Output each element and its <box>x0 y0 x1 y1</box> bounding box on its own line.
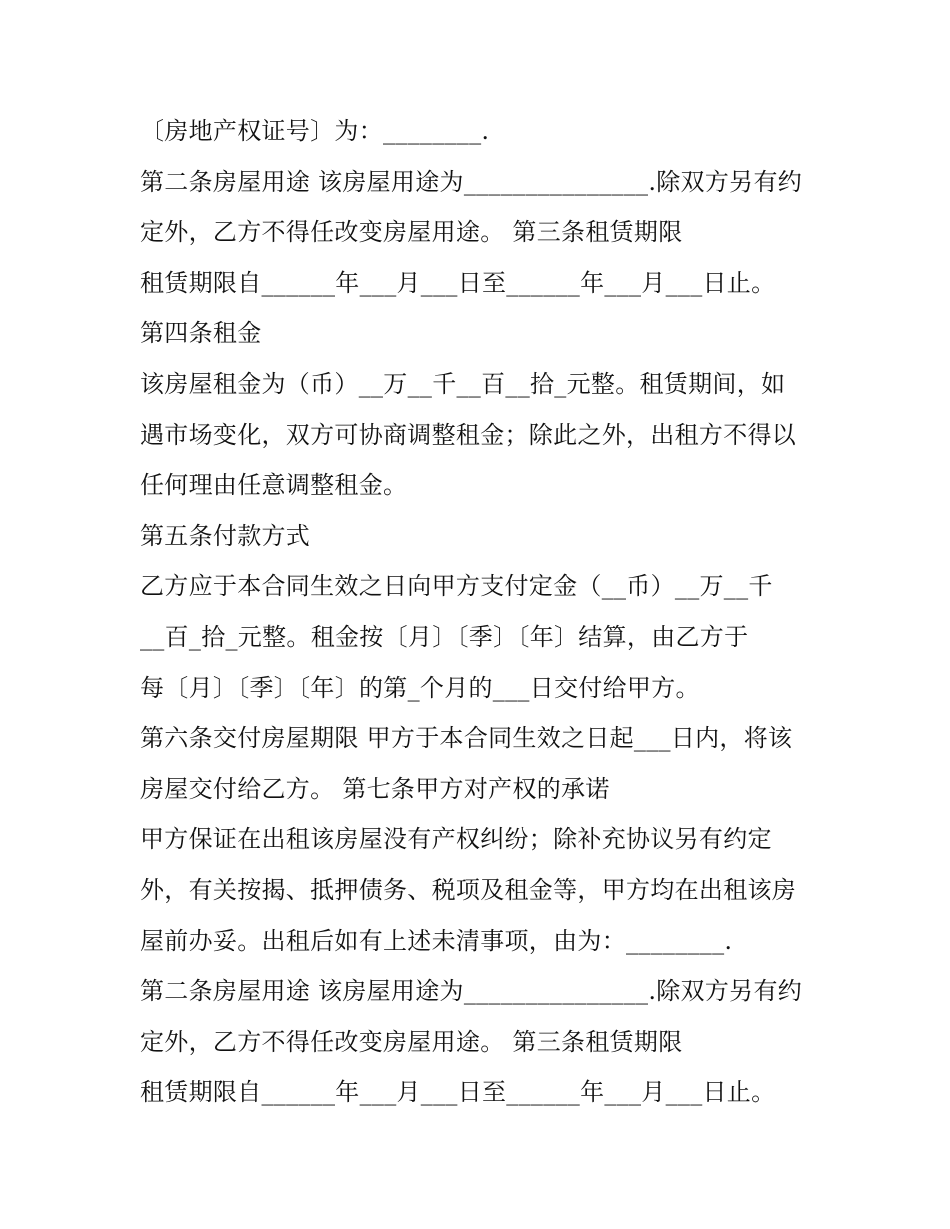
text-line: 外，有关按揭、抵押债务、税项及租金等，甲方均在出租该房 <box>140 875 797 904</box>
text-line: 房屋交付给乙方。 第七条甲方对产权的承诺 <box>140 774 610 803</box>
text-line: 定外，乙方不得任改变房屋用途。 第三条租赁期限 <box>140 218 683 247</box>
text-line: __百_拾_元整。租金按〔月〕〔季〕〔年〕结算，由乙方于 <box>140 622 749 651</box>
text-line: 任何理由任意调整租金。 <box>140 471 408 500</box>
text-line: 第六条交付房屋期限 甲方于本合同生效之日起___日内，将该 <box>140 724 793 753</box>
text-line: 每〔月〕〔季〕〔年〕的第_个月的___日交付给甲方。 <box>140 673 700 702</box>
text-line: 租赁期限自______年___月___日至______年___月___日止。 <box>140 268 776 297</box>
text-line: 定外，乙方不得任改变房屋用途。 第三条租赁期限 <box>140 1027 683 1056</box>
section-heading: 第四条租金 <box>140 319 262 348</box>
text-line: 甲方保证在出租该房屋没有产权纠纷；除补充协议另有约定 <box>140 825 772 854</box>
section-heading: 第五条付款方式 <box>140 521 311 550</box>
contract-text <box>140 106 820 1118</box>
text-line: 屋前办妥。出租后如有上述未清事项，由为：________. <box>140 926 733 955</box>
text-line: 〔房地产权证号〕为：________. <box>140 117 490 145</box>
text-line: 乙方应于本合同生效之日向甲方支付定金（__币）__万__千 <box>140 572 773 601</box>
text-line: 该房屋租金为（币）__万__千__百__拾_元整。租赁期间，如 <box>140 369 786 398</box>
text-line: 第二条房屋用途 该房屋用途为_______________.除双方另有约 <box>140 167 803 196</box>
text-line: 租赁期限自______年___月___日至______年___月___日止。 <box>140 1078 776 1107</box>
text-line: 遇市场变化，双方可协商调整租金；除此之外，出租方不得以 <box>140 420 797 449</box>
text-line: 第二条房屋用途 该房屋用途为_______________.除双方另有约 <box>140 977 803 1006</box>
